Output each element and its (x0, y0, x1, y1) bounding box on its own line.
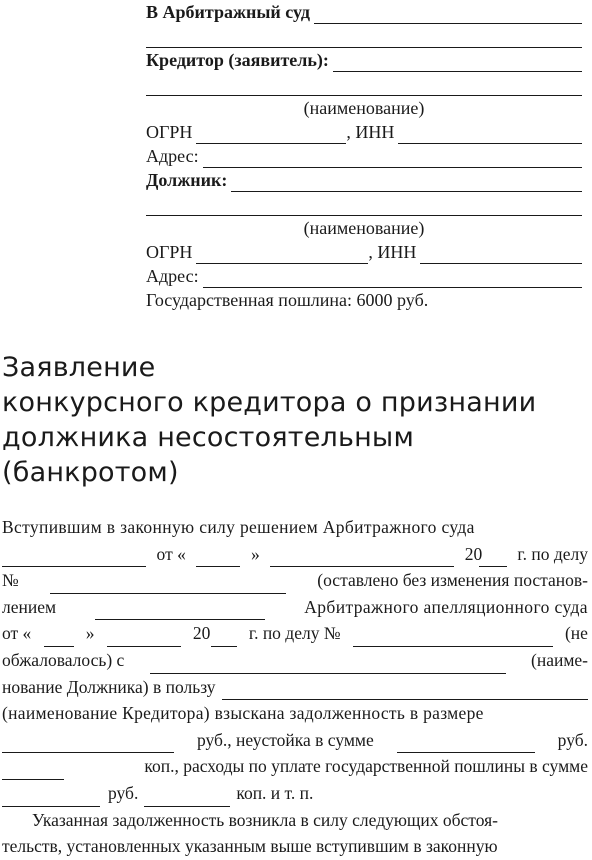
body-text: коп. и т. п. (236, 782, 314, 803)
document-body (2, 514, 588, 860)
creditor-field-2[interactable] (146, 78, 582, 96)
resolution-field[interactable] (95, 600, 265, 620)
body-line (2, 594, 588, 621)
appeal-case-number-field[interactable] (353, 627, 553, 647)
debt-amount-field[interactable] (2, 733, 174, 753)
court-name-field[interactable] (2, 547, 146, 567)
case-number-field[interactable] (50, 574, 286, 594)
month-field[interactable] (270, 547, 454, 567)
creditor-address-field[interactable] (203, 150, 582, 168)
creditor-row-2 (146, 72, 582, 96)
body-line (2, 567, 588, 594)
creditor-field[interactable] (333, 54, 582, 72)
debtor-inn-field[interactable] (420, 246, 582, 264)
creditor-ogrn-field[interactable] (196, 126, 346, 144)
body-text: (не (564, 623, 588, 644)
document-title (2, 350, 582, 490)
body-text: г. по делу (517, 543, 588, 564)
court-field-2[interactable] (146, 30, 582, 48)
creditor-address-row (146, 144, 582, 168)
debtor-field[interactable] (231, 174, 582, 192)
body-text: (наименование Кредитора) взыскана задолженность в размере (2, 703, 484, 724)
body-text: № (2, 570, 19, 591)
inn-label: , ИНН (346, 122, 395, 142)
body-line (2, 674, 588, 701)
creditor-caption-row (146, 96, 582, 120)
body-text: руб. (557, 729, 588, 750)
ogrn-label: ОГРН (146, 242, 193, 262)
creditor-inn-field[interactable] (398, 126, 582, 144)
kopecks-field[interactable] (2, 760, 64, 780)
body-text: 20 (464, 543, 483, 564)
creditor-row (146, 48, 582, 72)
debtor-address-field[interactable] (203, 270, 582, 288)
debtor-ogrn-field[interactable] (196, 246, 368, 264)
year-field[interactable] (211, 627, 237, 647)
debtor-field-2[interactable] (146, 198, 582, 216)
body-line (2, 753, 588, 780)
body-text: от « (156, 543, 186, 564)
creditor-ogrn-row (146, 120, 582, 144)
creditor-name-field[interactable] (222, 680, 588, 700)
body-text: » (250, 543, 260, 564)
duty-kopecks-field[interactable] (144, 787, 230, 807)
body-line (2, 780, 588, 807)
body-line (2, 833, 588, 860)
debtor-row (146, 168, 582, 192)
debtor-label: Должник: (146, 170, 228, 190)
addressee-block (146, 0, 582, 312)
title-line: конкурсного кредитора о признании (2, 387, 537, 418)
debtor-name-field[interactable] (150, 654, 506, 674)
body-text: от « (2, 623, 32, 644)
body-text: Арбитражного апелляционного суда (304, 596, 588, 617)
body-text: тельств, установленных указанным выше вступившим в законную (2, 836, 498, 857)
body-text: нование Должника) в пользу (2, 676, 216, 697)
body-line (2, 541, 588, 568)
body-line (2, 620, 588, 647)
inn-label: , ИНН (368, 242, 417, 262)
ogrn-label: ОГРН (146, 122, 193, 142)
body-line (2, 514, 588, 541)
month-field[interactable] (107, 627, 181, 647)
body-text: коп., расходы по уплате государственной пошлины в сумме (144, 756, 588, 777)
body-text: (оставлено без изменения постанов- (317, 570, 588, 591)
address-label: Адрес: (146, 266, 199, 286)
court-row (146, 0, 582, 24)
body-line (2, 647, 588, 674)
address-label: Адрес: (146, 146, 199, 166)
body-text: Вступившим в законную силу решением Арбитражного суда (2, 517, 475, 537)
state-duty-text: Государственная пошлина: 6000 руб. (146, 290, 429, 310)
debtor-row-2 (146, 192, 582, 216)
body-text: руб., неустойка в сумме (196, 729, 374, 750)
body-text: лением (2, 596, 57, 617)
state-duty-row (146, 288, 582, 312)
penalty-amount-field[interactable] (397, 733, 535, 753)
body-line (2, 727, 588, 754)
title-line: (банкротом) (2, 457, 179, 488)
body-text: обжаловалось) с (2, 649, 125, 670)
title-line: Заявление (2, 352, 156, 383)
creditor-label: Кредитор (заявитель): (146, 50, 329, 70)
court-field[interactable] (314, 6, 582, 24)
debtor-name-caption: (наименование) (303, 218, 425, 238)
title-line: должника несостоятельным (2, 422, 415, 453)
debtor-caption-row (146, 216, 582, 240)
day-field[interactable] (44, 627, 74, 647)
body-text: » (85, 623, 95, 644)
duty-amount-field[interactable] (2, 787, 100, 807)
debtor-ogrn-row (146, 240, 582, 264)
body-text: г. по делу № (248, 623, 341, 644)
body-line (2, 807, 588, 834)
body-text: 20 (192, 623, 211, 644)
debtor-address-row (146, 264, 582, 288)
day-field[interactable] (196, 547, 240, 567)
body-text: руб. (108, 782, 139, 803)
body-text: (наиме- (531, 649, 588, 670)
body-line (2, 700, 588, 727)
court-row-2 (146, 24, 582, 48)
creditor-name-caption: (наименование) (303, 98, 425, 118)
body-text: Указанная задолженность возникла в силу следующих обстоя- (32, 809, 499, 830)
court-label: В Арбитражный суд (146, 2, 311, 22)
year-field[interactable] (479, 547, 507, 567)
